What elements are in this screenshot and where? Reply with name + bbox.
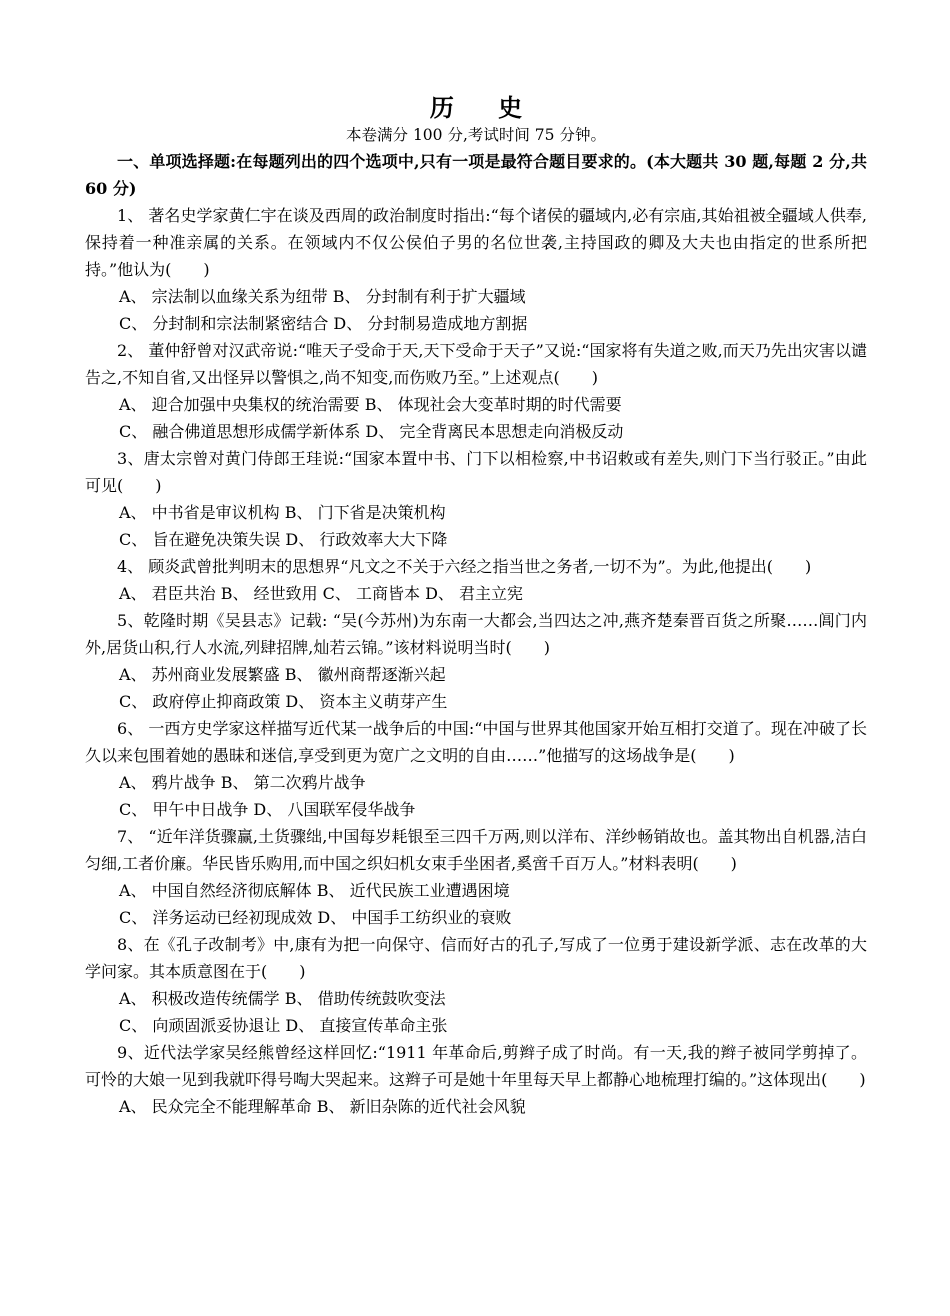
option-line: A、 鸦片战争 B、 第二次鸦片战争 <box>119 773 366 792</box>
option-line: C、 向顽固派妥协退让 D、 直接宣传革命主张 <box>119 1016 448 1035</box>
question-stem: 1、 著名史学家黄仁宇在谈及西周的政治制度时指出:“每个诸侯的疆域内,必有宗庙,其始祖被全疆域人供奉,保持着一种准亲属的关系。在领域内不仅公侯伯子男的名位世袭,主持国政的卿及大夫也由指定的世系所把持。”他认为( ) <box>85 206 867 279</box>
option-line: C、 洋务运动已经初现成效 D、 中国手工纺织业的衰败 <box>119 908 512 927</box>
option-line: C、 旨在避免决策失误 D、 行政效率大大下降 <box>119 530 448 549</box>
option-line: A、 中国自然经济彻底解体 B、 近代民族工业遭遇困境 <box>119 881 510 900</box>
question-4 <box>85 553 867 607</box>
option-line: C、 融合佛道思想形成儒学新体系 D、 完全背离民本思想走向消极反动 <box>119 422 624 441</box>
question-1 <box>85 202 867 337</box>
question-stem: 2、 董仲舒曾对汉武帝说:“唯天子受命于天,天下受命于天子”又说:“国家将有失道之败,而天乃先出灾害以谴告之,不知自省,又出怪异以警惧之,尚不知变,而伤败乃至。”上述观点( ) <box>85 341 867 387</box>
question-stem: 9、近代法学家吴经熊曾经这样回忆:“1911 年革命后,剪辫子成了时尚。有一天,我的辫子被同学剪掉了。可怜的大娘一见到我就吓得号啕大哭起来。这辫子可是她十年里每天早上都静心地梳理打编的。”这体现出( ) <box>85 1043 867 1089</box>
exam-info: 本卷满分 100 分,考试时间 75 分钟。 <box>346 126 606 144</box>
option-line: C、 甲午中日战争 D、 八国联军侵华战争 <box>119 800 416 819</box>
option-line: A、 迎合加强中央集权的统治需要 B、 体现社会大变革时期的时代需要 <box>119 395 622 414</box>
question-stem: 7、 “近年洋货骤赢,土货骤绌,中国每岁耗银至三四千万两,则以洋布、洋纱畅销故也。盖其物出自机器,洁白匀细,工者价廉。华民皆乐购用,而中国之织妇机女束手坐困者,奚啻千百万人。”材料表明( ) <box>85 827 867 873</box>
question-stem: 8、在《孔子改制考》中,康有为把一向保守、信而好古的孔子,写成了一位勇于建设新学派、志在改革的大学问家。其本质意图在于( ) <box>85 935 867 981</box>
question-stem: 4、 顾炎武曾批判明末的思想界“凡文之不关于六经之指当世之务者,一切不为”。为此,他提出( ) <box>117 557 812 576</box>
question-stem: 3、唐太宗曾对黄门侍郎王珪说:“国家本置中书、门下以相检察,中书诏敕或有差失,则门下当行驳正。”由此可见( ) <box>85 449 867 495</box>
option-line: A、 苏州商业发展繁盛 B、 徽州商帮逐渐兴起 <box>119 665 446 684</box>
question-2 <box>85 337 867 445</box>
exam-page <box>85 92 867 1120</box>
option-line: A、 宗法制以血缘关系为纽带 B、 分封制有利于扩大疆域 <box>119 287 526 306</box>
page-title: 历 史 <box>429 93 541 122</box>
option-line: A、 君臣共治 B、 经世致用 C、 工商皆本 D、 君主立宪 <box>119 584 523 603</box>
question-6 <box>85 715 867 823</box>
option-line: A、 积极改造传统儒学 B、 借助传统鼓吹变法 <box>119 989 446 1008</box>
question-9 <box>85 1039 867 1120</box>
question-stem: 6、 一西方史学家这样描写近代某一战争后的中国:“中国与世界其他国家开始互相打交道了。现在冲破了长久以来包围着她的愚昧和迷信,享受到更为宽广之文明的自由……”他描写的这场战争是( ) <box>85 719 867 765</box>
option-line: C、 政府停止抑商政策 D、 资本主义萌芽产生 <box>119 692 448 711</box>
question-7 <box>85 823 867 931</box>
question-5 <box>85 607 867 715</box>
option-line: A、 民众完全不能理解革命 B、 新旧杂陈的近代社会风貌 <box>119 1097 526 1116</box>
option-line: C、 分封制和宗法制紧密结合 D、 分封制易造成地方割据 <box>119 314 528 333</box>
question-stem: 5、乾隆时期《吴县志》记载: “吴(今苏州)为东南一大都会,当四达之冲,燕齐楚秦晋百货之所聚……阊门内外,居货山积,行人水流,列肆招牌,灿若云锦。”该材料说明当时( ) <box>85 611 867 657</box>
question-8 <box>85 931 867 1039</box>
section-heading: 一、单项选择题:在每题列出的四个选项中,只有一项是最符合题目要求的。(本大题共 30 题,每题 2 分,共 60 分) <box>85 152 867 198</box>
option-line: A、 中书省是审议机构 B、 门下省是决策机构 <box>119 503 446 522</box>
question-3 <box>85 445 867 553</box>
